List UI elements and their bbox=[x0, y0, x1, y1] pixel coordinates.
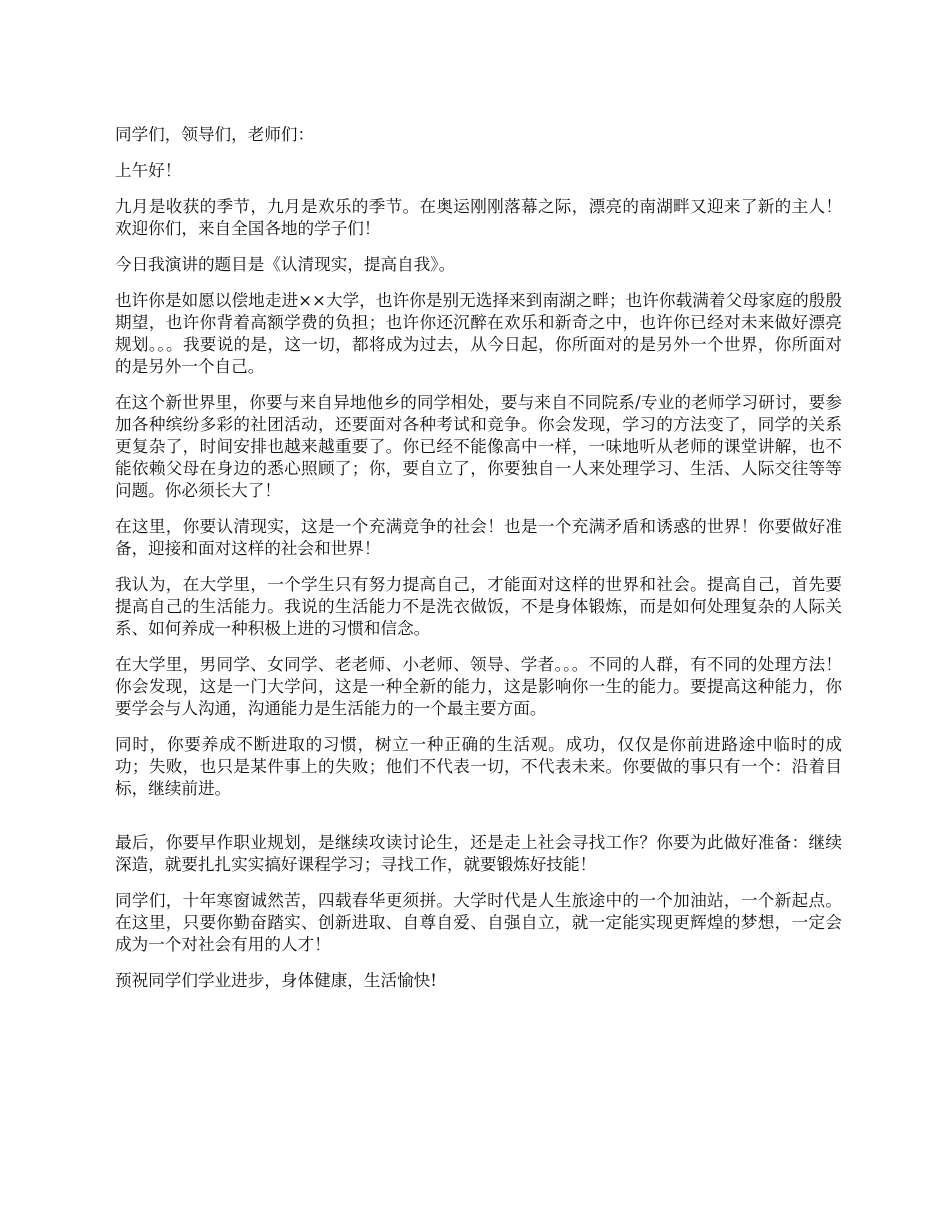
document-body bbox=[115, 124, 842, 1006]
paragraph: 在这里，你要认清现实，这是一个充满竞争的社会！也是一个充满矛盾和诱惑的世界！你要做好准备，迎接和面对这样的社会和世界！ bbox=[115, 517, 842, 558]
paragraph: 同学们，十年寒窗诚然苦，四载春华更须拼。大学时代是人生旅途中的一个加油站，一个新起点。在这里，只要你勤奋踏实、创新进取、自尊自爱、自强自立，就一定能实现更辉煌的梦想，一定会成为一个对社会有用的人才！ bbox=[115, 891, 842, 954]
speech-title-line: 今日我演讲的题目是《认清现实，提高自我》。 bbox=[115, 255, 456, 274]
paragraph: 同时，你要养成不断进取的习惯，树立一种正确的生活观。成功，仅仅是你前进路途中临时的成功；失败，也只是某件事上的失败；他们不代表一切，不代表未来。你要做的事只有一个：沿着目标，继续前进。 bbox=[115, 735, 842, 798]
paragraph: 我认为，在大学里，一个学生只有努力提高自己，才能面对这样的世界和社会。提高自己，首先要提高自己的生活能力。我说的生活能力不是洗衣做饭，不是身体锻炼，而是如何处理复杂的人际关系、如何养成一种积极上进的习惯和信念。 bbox=[115, 575, 842, 638]
paragraph: 在大学里，男同学、女同学、老老师、小老师、领导、学者。。。不同的人群，有不同的处理方法！你会发现，这是一门大学问，这是一种全新的能力，这是影响你一生的能力。要提高这种能力，你要学会与人沟通，沟通能力是生活能力的一个最主要方面。 bbox=[115, 655, 842, 718]
greeting: 上午好！ bbox=[115, 161, 182, 180]
paragraph: 最后，你要早作职业规划，是继续攻读讨论生，还是走上社会寻找工作？你要为此做好准备：继续深造，就要扎扎实实搞好课程学习；寻找工作，就要锻炼好技能！ bbox=[115, 833, 842, 874]
salutation: 同学们，领导们，老师们： bbox=[115, 125, 315, 144]
paragraph: 也许你是如愿以偿地走进××大学，也许你是别无选择来到南湖之畔；也许你载满着父母家庭的殷殷期望，也许你背着高额学费的负担；也许你还沉醉在欢乐和新奇之中，也许你已经对未来做好漂亮规划。。。我要说的是，这一切，都将成为过去，从今日起，你所面对的是另外一个世界，你所面对的是另外一个自己。 bbox=[115, 291, 842, 376]
paragraph: 九月是收获的季节，九月是欢乐的季节。在奥运刚刚落幕之际，漂亮的南湖畔又迎来了新的主人！欢迎你们，来自全国各地的学子们！ bbox=[115, 197, 842, 238]
closing-wish: 预祝同学们学业进步，身体健康，生活愉快! bbox=[115, 971, 437, 990]
paragraph: 在这个新世界里，你要与来自异地他乡的同学相处，要与来自不同院系/专业的老师学习研讨，要参加各种缤纷多彩的社团活动，还要面对各种考试和竞争。你会发现，学习的方法变了，同学的关系更复杂了，时间安排也越来越重要了。你已经不能像高中一样，一味地听从老师的课堂讲解，也不能依赖父母在身边的悉心照顾了；你，要自立了，你要独自一人来处理学习、生活、人际交往等等问题。你必须长大了！ bbox=[115, 393, 842, 500]
